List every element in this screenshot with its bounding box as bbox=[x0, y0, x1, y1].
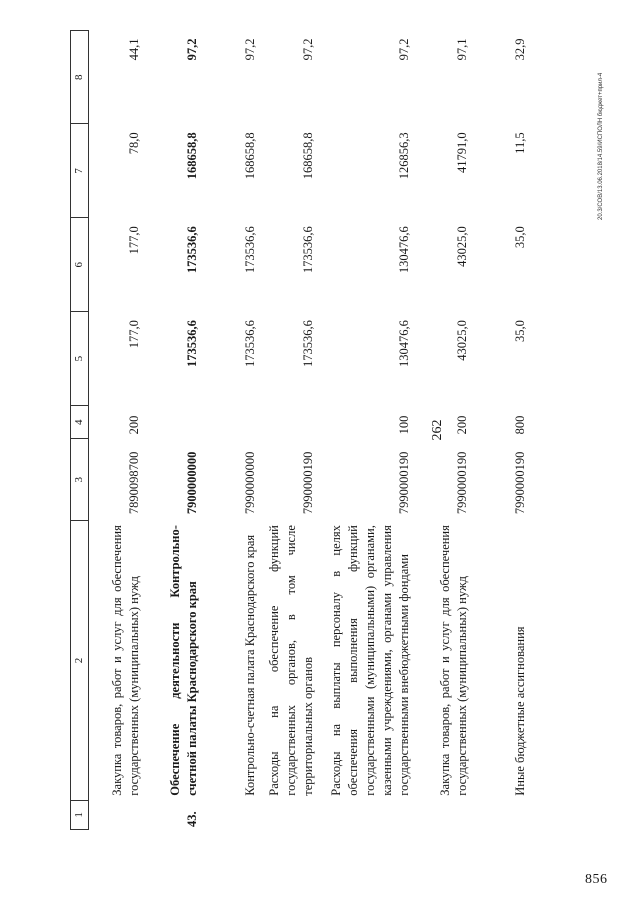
row-plan: 130476,6 bbox=[396, 320, 411, 368]
table-row bbox=[475, 31, 533, 830]
row-executed: 168658,8 bbox=[242, 132, 257, 180]
col-header-7: 7 bbox=[71, 124, 89, 218]
row-type: 200 bbox=[126, 415, 141, 435]
row-plan: 43025,0 bbox=[454, 320, 469, 361]
row-percent: 97,2 bbox=[396, 38, 411, 61]
table-row bbox=[147, 31, 205, 830]
footer-code: 20.3/СОВ/13.06.2018/14.59/ИСПОЛН бюджет+прил-4 bbox=[598, 72, 604, 220]
row-refined: 173536,6 bbox=[184, 226, 199, 274]
row-plan: 173536,6 bbox=[184, 320, 199, 368]
row-code: 7990000190 bbox=[396, 451, 411, 515]
col-header-2: 2 bbox=[71, 521, 89, 801]
table-row bbox=[263, 31, 321, 830]
row-refined: 173536,6 bbox=[242, 226, 257, 274]
row-number bbox=[89, 800, 147, 829]
table-row bbox=[89, 31, 147, 830]
col-header-6: 6 bbox=[71, 218, 89, 312]
row-type: 800 bbox=[512, 415, 527, 435]
row-plan: 35,0 bbox=[512, 320, 527, 343]
col-header-4: 4 bbox=[71, 406, 89, 439]
col-header-8: 8 bbox=[71, 31, 89, 124]
row-code: 7990000000 bbox=[242, 451, 257, 515]
row-percent: 32,9 bbox=[512, 38, 527, 61]
row-percent: 44,1 bbox=[126, 38, 141, 61]
row-code: 7890098700 bbox=[126, 451, 141, 515]
row-code: 7990000190 bbox=[512, 451, 527, 515]
row-number: 43. bbox=[184, 811, 199, 827]
col-header-3: 3 bbox=[71, 439, 89, 521]
row-percent: 97,2 bbox=[242, 38, 257, 61]
rotated-page bbox=[70, 30, 615, 830]
col-header-5: 5 bbox=[71, 312, 89, 406]
row-type: 200 bbox=[454, 415, 469, 435]
row-code: 7900000000 bbox=[184, 451, 199, 515]
row-type bbox=[147, 406, 205, 439]
row-name: Контрольно-счетная палата Краснодарского края bbox=[242, 534, 257, 796]
budget-table bbox=[70, 30, 533, 830]
row-type: 100 bbox=[396, 415, 411, 435]
sheet-number: 856 bbox=[585, 872, 608, 887]
row-number bbox=[417, 800, 475, 829]
row-percent: 97,2 bbox=[184, 38, 199, 61]
row-percent: 97,2 bbox=[300, 38, 315, 61]
row-executed: 168658,8 bbox=[184, 132, 199, 180]
row-refined: 173536,6 bbox=[300, 226, 315, 274]
row-name: Расходы на обеспечение функций государственных органов, в том числе территориальных органов bbox=[266, 525, 315, 796]
row-refined: 177,0 bbox=[126, 226, 141, 255]
row-name: Иные бюджетные ассигнования bbox=[512, 626, 527, 796]
page-number: 262 bbox=[430, 419, 445, 441]
row-executed: 11,5 bbox=[512, 132, 527, 154]
row-plan: 173536,6 bbox=[300, 320, 315, 368]
row-code: 7990000190 bbox=[300, 451, 315, 515]
row-refined: 43025,0 bbox=[454, 226, 469, 267]
row-number bbox=[321, 800, 417, 829]
row-name: Закупка товаров, работ и услуг для обеспечения государственных (муниципальных) нужд bbox=[109, 525, 141, 796]
table-row bbox=[321, 31, 417, 830]
row-type bbox=[263, 406, 321, 439]
row-executed: 126856,3 bbox=[396, 132, 411, 180]
row-plan: 173536,6 bbox=[242, 320, 257, 368]
row-plan: 177,0 bbox=[126, 320, 141, 349]
row-executed: 168658,8 bbox=[300, 132, 315, 180]
row-code: 7990000190 bbox=[454, 451, 469, 515]
row-name: Обеспечение деятельности Контрольно-счетной палаты Краснодарского края bbox=[167, 525, 199, 796]
row-type bbox=[205, 406, 263, 439]
row-refined: 35,0 bbox=[512, 226, 527, 249]
row-number bbox=[475, 800, 533, 829]
row-executed: 41791,0 bbox=[454, 132, 469, 174]
table-row bbox=[205, 31, 263, 830]
row-percent: 97,1 bbox=[454, 38, 469, 61]
column-number-row bbox=[71, 31, 89, 830]
col-header-1: 1 bbox=[71, 800, 89, 829]
row-number bbox=[263, 800, 321, 829]
row-executed: 78,0 bbox=[126, 132, 141, 155]
row-name: Расходы на выплаты персоналу в целях обеспечения выполнения функций государственными (муниципальными) органами, казенными учреждениями, органами управления государственными внебюджетными фондами bbox=[328, 525, 411, 796]
row-number bbox=[205, 800, 263, 829]
row-refined: 130476,6 bbox=[396, 226, 411, 274]
row-name: Закупка товаров, работ и услуг для обеспечения государственных (муниципальных) нужд bbox=[437, 525, 469, 796]
